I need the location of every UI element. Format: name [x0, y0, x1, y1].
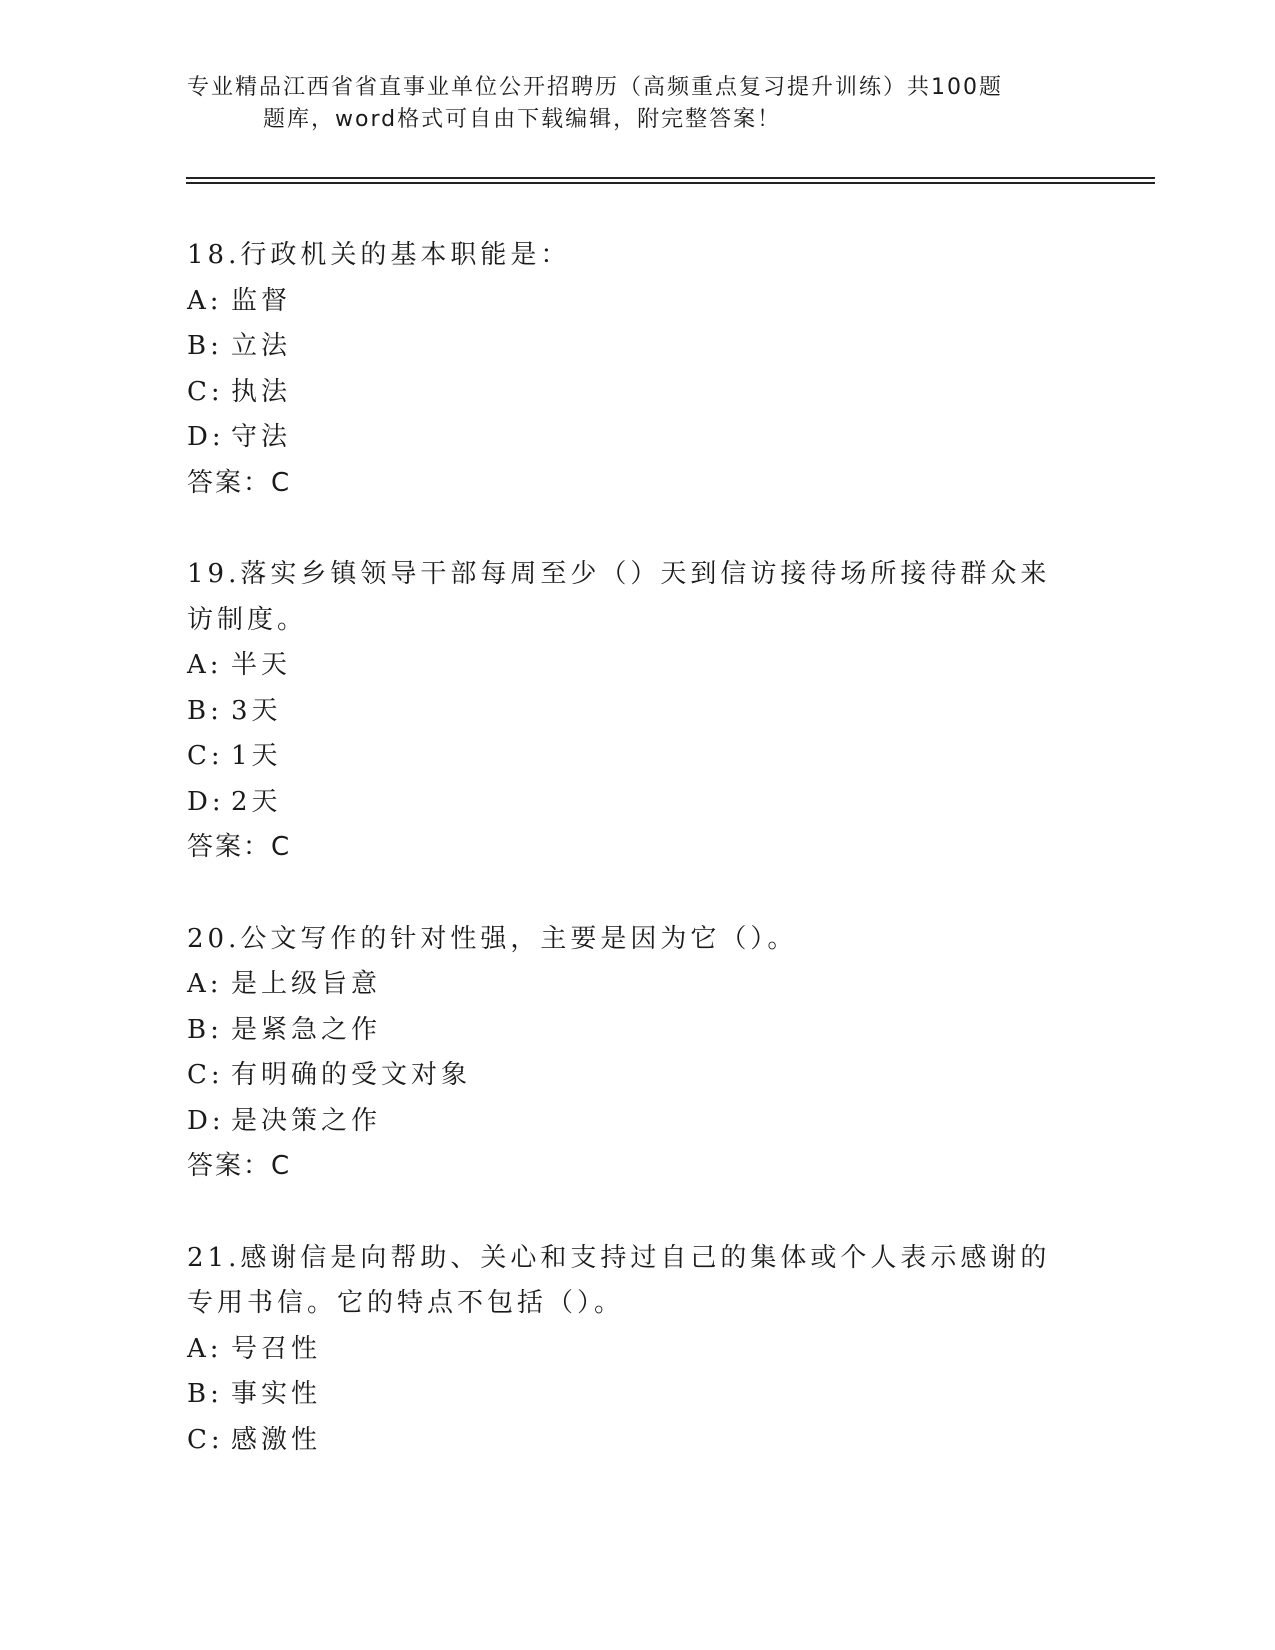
option-letter: B:: [187, 1014, 223, 1045]
option-letter: A:: [187, 650, 223, 680]
question-18: [187, 233, 1087, 506]
question-text: 19.落实乡镇领导干部每周至少（）天到信访接待场所接待群众来访制度。: [187, 559, 1051, 635]
option-letter: C:: [187, 1424, 224, 1455]
question-text: 20.公文写作的针对性强，主要是因为它（）。: [187, 923, 798, 954]
header-title-line-2: 题库，word格式可自由下载编辑，附完整答案！: [263, 107, 782, 132]
option-letter: A:: [187, 969, 223, 999]
header-divider-top: [186, 177, 1155, 179]
option-c: [187, 1053, 1087, 1099]
option-b: [187, 324, 1087, 370]
option-c: [187, 370, 1087, 416]
option-letter: C:: [187, 741, 224, 771]
option-a: [187, 962, 1087, 1008]
option-letter: B:: [187, 695, 223, 726]
answer-line: 答案：C: [187, 832, 292, 862]
option-letter: D:: [187, 1105, 225, 1136]
answer-line: 答案：C: [187, 467, 292, 498]
option-b: [187, 689, 1087, 735]
header-title-line-1: 专业精品江西省省直事业单位公开招聘历（高频重点复习提升训练）共100题: [187, 75, 1003, 100]
question-text: 18.行政机关的基本职能是：: [187, 240, 571, 270]
option-d: [187, 415, 1087, 461]
option-letter: D:: [187, 786, 225, 817]
option-text: 是上级旨意: [231, 969, 382, 999]
answer-line: 答案：C: [187, 1151, 292, 1181]
option-letter: C:: [187, 1060, 224, 1090]
option-text: 监督: [231, 285, 292, 316]
option-letter: B:: [187, 331, 223, 361]
option-text: 感激性: [231, 1424, 322, 1455]
option-b: [187, 1372, 1087, 1418]
option-a: [187, 643, 1087, 689]
option-text: 1天: [231, 741, 282, 771]
option-text: 有明确的受文对象: [231, 1060, 472, 1090]
option-letter: A:: [187, 285, 223, 316]
question-21: [187, 1236, 1087, 1464]
option-text: 是决策之作: [231, 1105, 382, 1136]
option-text: 守法: [231, 422, 292, 452]
question-20: [187, 917, 1087, 1190]
document-header: [187, 72, 1087, 136]
option-text: 事实性: [231, 1379, 322, 1409]
option-d: [187, 1099, 1087, 1145]
question-19: [187, 552, 1087, 871]
option-a: [187, 279, 1087, 325]
option-b: [187, 1008, 1087, 1054]
question-list: [187, 233, 1087, 1509]
question-text: 21.感谢信是向帮助、关心和支持过自己的集体或个人表示感谢的专用书信。它的特点不包括（）。: [187, 1242, 1051, 1318]
option-text: 执法: [231, 376, 292, 407]
option-text: 是紧急之作: [231, 1014, 382, 1045]
option-text: 3天: [231, 695, 282, 726]
option-text: 号召性: [231, 1333, 322, 1364]
option-text: 半天: [231, 650, 292, 680]
option-text: 2天: [231, 786, 282, 817]
option-letter: C:: [187, 376, 224, 407]
option-c: [187, 734, 1087, 780]
option-d: [187, 780, 1087, 826]
option-a: [187, 1327, 1087, 1373]
option-letter: D:: [187, 422, 225, 452]
option-c: [187, 1418, 1087, 1464]
option-text: 立法: [231, 331, 292, 361]
header-divider-bottom: [186, 182, 1155, 184]
option-letter: B:: [187, 1379, 223, 1409]
option-letter: A:: [187, 1333, 223, 1364]
